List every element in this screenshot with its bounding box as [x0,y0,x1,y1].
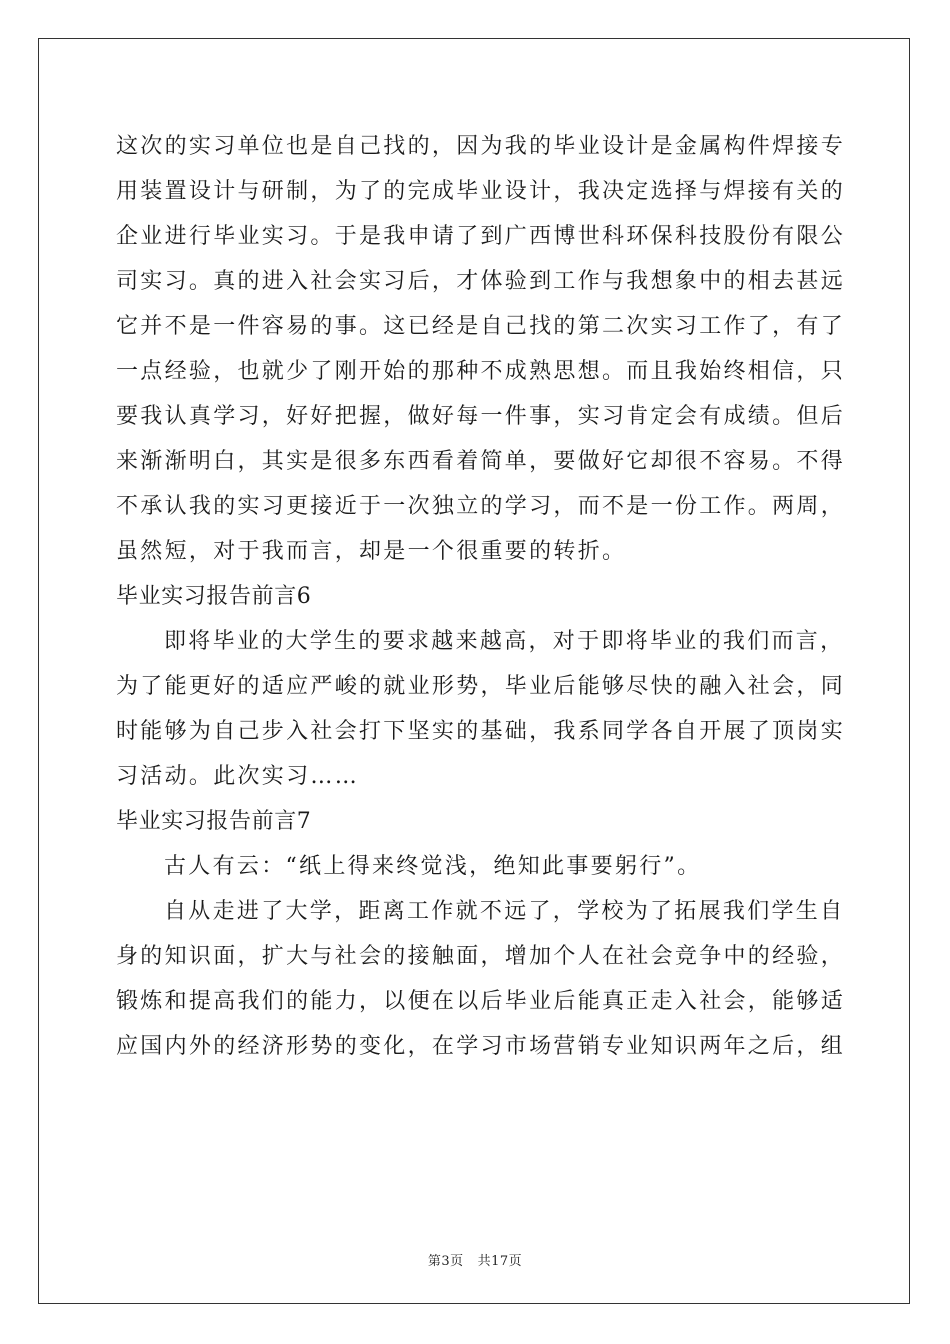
section-heading: 毕业实习报告前言7 [116,809,312,834]
document-body [116,124,846,1069]
text-line: 自从走进了大学，距离工作就不远了，学校为了拓展我们学生自 [164,899,845,924]
text-line: 身的知识面，扩大与社会的接触面，增加个人在社会竞争中的经验， [116,944,846,969]
text-line: 应国内外的经济形势的变化，在学习市场营销专业知识两年之后，组 [116,1034,846,1059]
text-line: 为了能更好的适应严峻的就业形势，毕业后能够尽快的融入社会，同 [116,674,846,699]
text-line: 一点经验，也就少了刚开始的那种不成熟思想。而且我始终相信，只 [116,359,846,384]
text-line: 时能够为自己步入社会打下坚实的基础，我系同学各自开展了顶岗实 [116,719,846,744]
section-heading: 毕业实习报告前言6 [116,584,312,609]
text-line: 司实习。真的进入社会实习后，才体验到工作与我想象中的相去甚远 [116,269,846,294]
text-line: 用装置设计与研制，为了的完成毕业设计，我决定选择与焊接有关的 [116,179,846,204]
page-footer [0,1250,950,1269]
page-number: 第3页 [427,1254,464,1269]
text-line: 即将毕业的大学生的要求越来越高，对于即将毕业的我们而言， [164,629,845,654]
text-line: 它并不是一件容易的事。这已经是自己找的第二次实习工作了，有了 [116,314,846,339]
text-line: 企业进行毕业实习。于是我申请了到广西博世科环保科技股份有限公 [116,224,846,249]
text-line: 这次的实习单位也是自己找的，因为我的毕业设计是金属构件焊接专 [116,134,846,159]
page-total: 共17页 [477,1254,523,1269]
text-line: 习活动。此次实习…… [116,764,360,789]
text-line: 来渐渐明白，其实是很多东西看着简单，要做好它却很不容易。不得 [116,449,846,474]
text-line: 要我认真学习，好好把握，做好每一件事，实习肯定会有成绩。但后 [116,404,846,429]
text-line: 不承认我的实习更接近于一次独立的学习，而不是一份工作。两周， [116,494,846,519]
text-line: 虽然短，对于我而言，却是一个很重要的转折。 [116,539,627,564]
text-line: 古人有云：“纸上得来终觉浅，绝知此事要躬行”。 [164,854,702,879]
text-line: 锻炼和提高我们的能力，以便在以后毕业后能真正走入社会，能够适 [116,989,846,1014]
